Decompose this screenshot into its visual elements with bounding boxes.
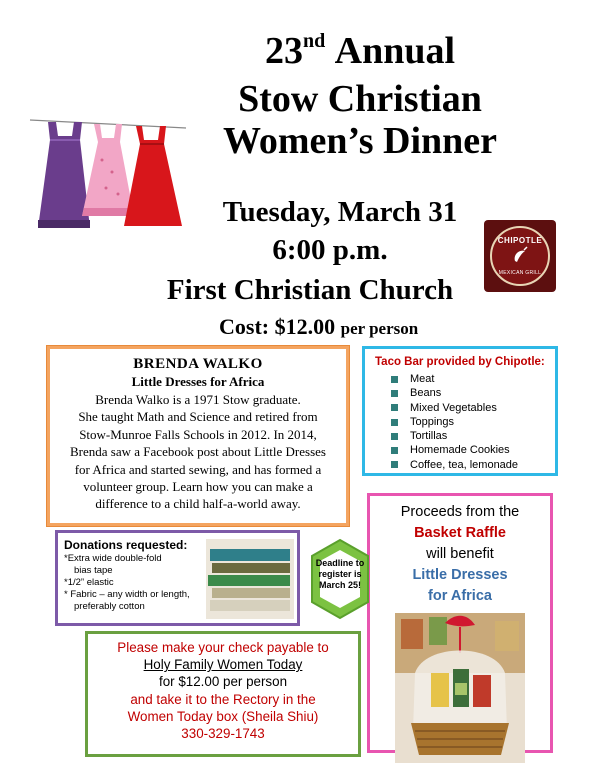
pepper-icon [509,245,531,267]
proceeds-line: Proceeds from the [400,504,520,520]
payment-box [85,631,361,757]
payment-line: Please make your check payable to [117,640,329,655]
event-title [180,30,540,162]
phone-number: 330-329-1743 [181,726,265,742]
event-date: Tuesday, March 31 [222,196,458,228]
donations-box [55,530,300,626]
list-item: Homemade Cookies [391,443,545,457]
title-line-3: Women’s Dinner [222,120,498,162]
donations-title: Donations requested: [64,538,188,552]
chipotle-logo: CHIPOTLE MEXICAN GRILL [484,220,556,292]
event-location: First Christian Church [166,274,454,306]
deadline-badge [310,538,370,620]
deadline-line: March 25! [318,580,362,590]
deadline-line: Deadline to [315,558,365,568]
dresses-illustration [28,110,188,245]
basket-raffle-label: Basket Raffle [414,525,506,541]
square-bullet-icon [391,376,398,383]
list-item: Mixed Vegetables [391,401,545,415]
beneficiary-label: Little Dresses [412,567,508,583]
square-bullet-icon [391,461,398,468]
gift-basket-image [395,613,525,763]
speaker-bio: Brenda Walko is a 1971 Stow graduate. She taught Math and Science and retired from Stow-Munroe Falls Schools in 2012. In 2014, Brenda saw a Facebook post about Little Dresses for Africa and started sewing, and has formed a volunteer group. Learn how you can make a difference to a child half-a-world away. [70,392,326,512]
speaker-box [47,346,349,526]
square-bullet-icon [391,447,398,454]
list-item: * Fabric – any width or length, [64,589,190,600]
list-item: Tortillas [391,429,545,443]
speaker-name: BRENDA WALKO [133,356,263,372]
pink-dress-icon [82,124,134,216]
list-item: Coffee, tea, lemonade [391,458,545,472]
title-line-1: 23nd Annual [264,30,456,72]
list-item: Toppings [391,415,545,429]
payment-line: for $12.00 per person [158,674,288,690]
square-bullet-icon [391,419,398,426]
list-item: *1/2” elastic [64,577,114,588]
taco-bar-title: Taco Bar provided by Chipotle: [375,356,545,368]
square-bullet-icon [391,390,398,397]
list-item: *Extra wide double-fold [64,553,162,564]
proceeds-line: will benefit [426,546,494,562]
fabric-stack-image [206,539,294,619]
red-dress-icon [124,126,182,226]
title-line-2: Stow Christian [238,78,482,120]
payee-name: Holy Family Women Today [143,657,303,673]
beneficiary-label: for Africa [428,588,492,604]
payment-line: and take it to the Rectory in the [130,691,316,707]
list-item: Meat [391,372,545,386]
square-bullet-icon [391,433,398,440]
list-item: preferably cotton [74,601,145,612]
deadline-line: register is [318,569,362,579]
list-item: Beans [391,386,545,400]
square-bullet-icon [391,404,398,411]
proceeds-box [367,493,553,753]
purple-dress-icon [38,122,90,228]
payment-line: Women Today box (Sheila Shiu) [127,708,319,724]
taco-bar-box [362,346,558,476]
taco-bar-list [391,372,545,472]
speaker-organization: Little Dresses for Africa [131,374,265,389]
event-time: 6:00 p.m. [272,234,388,266]
event-cost: Cost: $12.00 per person [219,314,419,339]
list-item: bias tape [74,565,113,576]
